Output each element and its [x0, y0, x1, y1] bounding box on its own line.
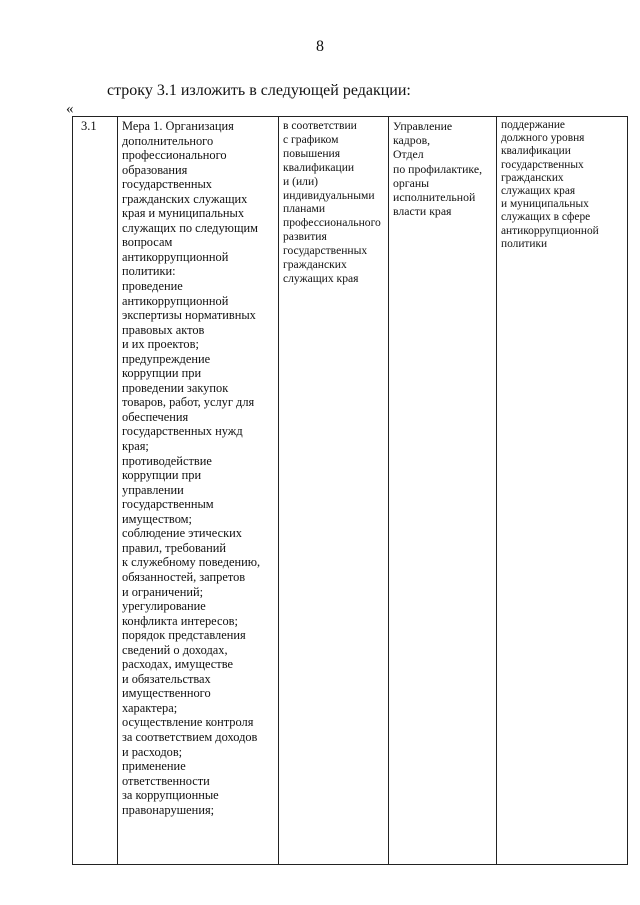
term-line: профессионального: [283, 216, 381, 230]
measure-line: образования: [122, 162, 188, 177]
measure-line: к служебному поведению,: [122, 555, 261, 570]
measure-line: урегулирование: [122, 599, 206, 614]
measure-line: предупреждение: [122, 351, 211, 366]
term-text: [283, 119, 384, 286]
measure-line: и их проектов;: [122, 337, 199, 352]
measure-line: правонарушения;: [122, 802, 215, 817]
result-line: служащих в сфере: [501, 211, 591, 224]
row-number: 3.1: [81, 119, 97, 133]
executor-line: исполнительной: [393, 190, 476, 205]
measure-line: проведение: [122, 279, 183, 294]
measure-line: за коррупционные: [122, 788, 219, 803]
term-line: с графиком: [283, 132, 339, 146]
result-cell: [497, 117, 628, 865]
result-line: антикоррупционной: [501, 224, 599, 237]
measure-line: имущественного: [122, 686, 211, 701]
measure-line: дополнительного: [122, 133, 214, 148]
measure-line: края;: [122, 439, 149, 454]
measure-line: гражданских служащих: [122, 191, 248, 206]
result-text: [501, 119, 623, 251]
measure-line: антикоррупционной: [122, 293, 229, 308]
term-line: развития: [283, 230, 327, 244]
measure-line: конфликта интересов;: [122, 613, 238, 628]
term-line: планами: [283, 202, 326, 216]
measure-line: Мера 1. Организация: [122, 119, 234, 133]
measure-text: [122, 119, 274, 817]
measure-line: государственных нужд: [122, 424, 243, 439]
term-line: гражданских: [283, 258, 347, 272]
result-line: служащих края: [501, 185, 576, 198]
measure-line: служащих по следующим: [122, 220, 258, 235]
measure-line: соблюдение этических: [122, 526, 242, 541]
term-cell: [279, 117, 389, 865]
measure-line: и ограничений;: [122, 584, 204, 599]
executor-line: Управление: [393, 119, 453, 133]
executor-line: Отдел: [393, 147, 424, 162]
term-line: служащих края: [283, 271, 359, 285]
executor-cell: [389, 117, 497, 865]
measure-line: профессионального: [122, 148, 227, 163]
executor-line: органы: [393, 175, 430, 190]
measure-line: обязанностей, запретов: [122, 569, 246, 584]
measure-line: характера;: [122, 700, 178, 715]
measure-line: политики:: [122, 264, 176, 279]
measure-line: противодействие: [122, 453, 212, 468]
result-line: и муниципальных: [501, 198, 589, 211]
measure-line: имуществом;: [122, 511, 192, 526]
measure-line: правовых актов: [122, 322, 205, 337]
result-line: должного уровня: [501, 132, 585, 145]
amendment-table: [72, 116, 628, 865]
measure-line: коррупции при: [122, 468, 202, 483]
term-line: квалификации: [283, 160, 355, 174]
term-line: индивидуальными: [283, 188, 375, 202]
measure-line: правил, требований: [122, 540, 227, 555]
measure-line: ответственности: [122, 773, 210, 788]
page-number: 8: [316, 38, 324, 55]
executor-line: по профилактике,: [393, 161, 483, 176]
result-line: квалификации: [501, 145, 571, 158]
measure-line: и расходов;: [122, 744, 183, 759]
result-line: гражданских: [501, 171, 564, 184]
term-line: повышения: [283, 146, 341, 160]
measure-line: проведении закупок: [122, 380, 229, 395]
measure-line: управлении: [122, 482, 184, 497]
measure-line: расходах, имуществе: [122, 657, 233, 672]
measure-line: за соответствием доходов: [122, 729, 258, 744]
term-line: государственных: [283, 244, 368, 258]
measure-line: экспертизы нормативных: [122, 308, 256, 323]
measure-line: края и муниципальных: [122, 206, 245, 221]
executor-line: власти края: [393, 204, 452, 219]
row-number-cell: [73, 117, 118, 865]
term-line: и (или): [283, 174, 319, 188]
measure-line: осуществление контроля: [122, 715, 254, 730]
executor-text: [393, 119, 492, 218]
measure-line: государственных: [122, 177, 213, 192]
term-line: в соответствии: [283, 119, 357, 132]
table-row: [73, 117, 628, 865]
executor-line: кадров,: [393, 133, 431, 148]
measure-line: товаров, работ, услуг для: [122, 395, 255, 410]
measure-line: применение: [122, 759, 186, 774]
measure-line: антикоррупционной: [122, 249, 229, 264]
measure-line: вопросам: [122, 235, 173, 250]
measure-line: и обязательствах: [122, 671, 211, 686]
result-line: поддержание: [501, 119, 565, 131]
measure-line: государственным: [122, 497, 214, 512]
measure-line: коррупции при: [122, 366, 202, 381]
result-line: политики: [501, 237, 548, 250]
opening-quote: «: [66, 101, 74, 117]
measure-cell: [118, 117, 279, 865]
result-line: государственных: [501, 158, 584, 171]
measure-line: обеспечения: [122, 409, 189, 424]
measure-line: сведений о доходах,: [122, 642, 228, 657]
measure-line: порядок представления: [122, 628, 246, 643]
amendment-intro: строку 3.1 изложить в следующей редакции:: [107, 82, 411, 99]
